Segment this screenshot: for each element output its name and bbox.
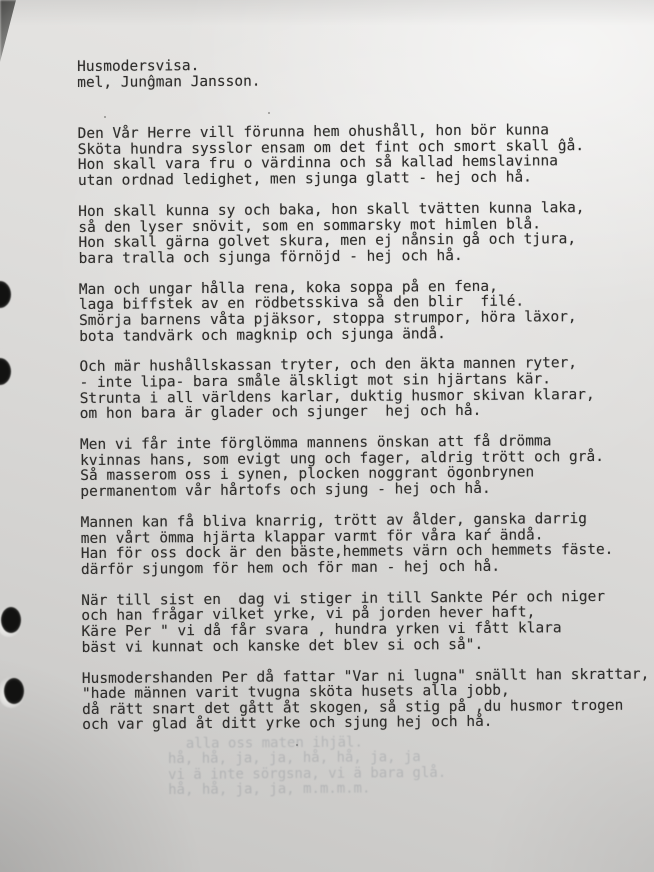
text-line: - inte lipa- bara småle älskligt mot sin hjärtans kär.: [79, 371, 551, 392]
text-line: laga biffstek av en rödbetsskiva så den blir filé.: [78, 293, 525, 314]
text-line: Och mär hushållskassan tryter, och den äkta mannen ryter,: [79, 355, 578, 376]
ghost-line: hå, hå, ja, ja, hå, hå, ja, ja: [167, 749, 421, 768]
stanza-2: [78, 200, 654, 267]
text-line: och var glad åt ditt yrke och sjung hej och hå.: [82, 714, 493, 734]
text-line: Sköta hundra sysslor ensam om det fint och smort skall ĝå.: [77, 137, 585, 158]
text-line: Den Vår Herre vill förunna hem ohushåll, hon bör kunna: [77, 122, 550, 143]
text-line: så den lyser snövit, som en sommarsky mot himlen blå.: [78, 215, 542, 236]
text-line: Husmodershanden Per då fattar "Var ni lugna" snällt han skrattar,: [81, 666, 650, 687]
ghost-text-block: [168, 735, 447, 799]
text-line: Smörja barnens våta pjäksor, stoppa strumpor, höra läxor,: [78, 308, 577, 329]
text-line: Strunta i all världens karlar, duktig husmor skivan klarar,: [79, 386, 595, 407]
text-line: och han frågar vilket yrke, vi på jorden hever haft,: [81, 604, 536, 625]
text-line: kvinnas hans, som evigt ung och fager, aldrig trött och grå.: [80, 448, 604, 469]
punch-hole-2: [0, 358, 11, 385]
stanza-6: [81, 511, 654, 578]
text-line: Mannen kan få bliva knarrig, trött av ålder, ganska darrig: [80, 511, 588, 532]
text-line: bäst vi kunnat och kanske det blev si och så".: [81, 636, 484, 656]
text-line: då rätt snart det gått åt skogen, så stig på ,du husmor trogen: [82, 697, 624, 718]
top-shadow-band: [0, 0, 654, 26]
text-line: Hon skall kunna sy och baka, hon skall tvätten kunna laka,: [78, 199, 585, 220]
ghost-line: hå, hå, ja, ja, m.m.m.m.: [168, 780, 371, 799]
stanza-4: [79, 356, 654, 423]
stanza-3: [79, 278, 654, 345]
stanza-5: [80, 434, 654, 501]
title-block: [77, 55, 654, 91]
text-line: Så masserom oss i synen, plocken noggrant ögonbrynen: [80, 464, 535, 485]
punch-hole-3: [1, 607, 21, 633]
text-line: Man och ungar hålla rena, koka soppa på en fena,: [78, 278, 498, 298]
punch-hole-1: [0, 281, 11, 308]
text-line: därför sjungom för hem och för man - hej och hå.: [80, 558, 501, 578]
text-line: men vårt ömma hjärta klappar varmt för våra kaŕ ändå.: [80, 526, 544, 547]
stanza-7: [81, 589, 654, 656]
text-line: utan ordnad ledighet, men sjunga glatt - hej och hå.: [77, 169, 532, 189]
text-line: Han för oss dock är den bäste,hemmets värn och hemmets fäste.: [80, 542, 614, 563]
text-line: Hon skall vara fru o värdinna och så kallad hemslavinna: [77, 153, 559, 174]
text-line: permanentom vår hårtofs och sjung - hej och hå.: [80, 480, 491, 501]
melody-credit: mel, Junĝman Jansson.: [77, 73, 261, 91]
text-line: När till sist en dag vi stiger in till Sankte Pér och niger: [81, 588, 606, 609]
text-line: om hon bara är glader och sjunger hej och hå.: [79, 403, 482, 423]
text-line: Hon skall gärna golvet skura, men ej nånsin gå och tjura,: [78, 231, 577, 252]
song-title: Husmodersvisa.: [76, 58, 200, 75]
stanza-1: [78, 123, 654, 190]
text-line: bara tralla och sjunga förnöjd - hej och hå.: [78, 247, 463, 267]
text-line: Käre Per " vi då får svara , hundra yrken vi fått klara: [81, 620, 562, 640]
ghost-line: vi ä inte sörgsna, vi ä bara glå.: [167, 764, 447, 783]
typewritten-text: [77, 55, 654, 749]
text-line: "hade männen varit tvugna sköta husets alla jobb,: [81, 682, 510, 703]
stanza-8: [82, 667, 654, 734]
text-line: Men vi får inte förglömma mannens önskan att få drömma: [79, 433, 552, 454]
ghost-line: alla oss maten ihjäl.: [185, 734, 363, 752]
punch-hole-4: [4, 678, 24, 704]
text-line: bota tandvärk och magknip och sjunga ändå.: [79, 325, 446, 345]
